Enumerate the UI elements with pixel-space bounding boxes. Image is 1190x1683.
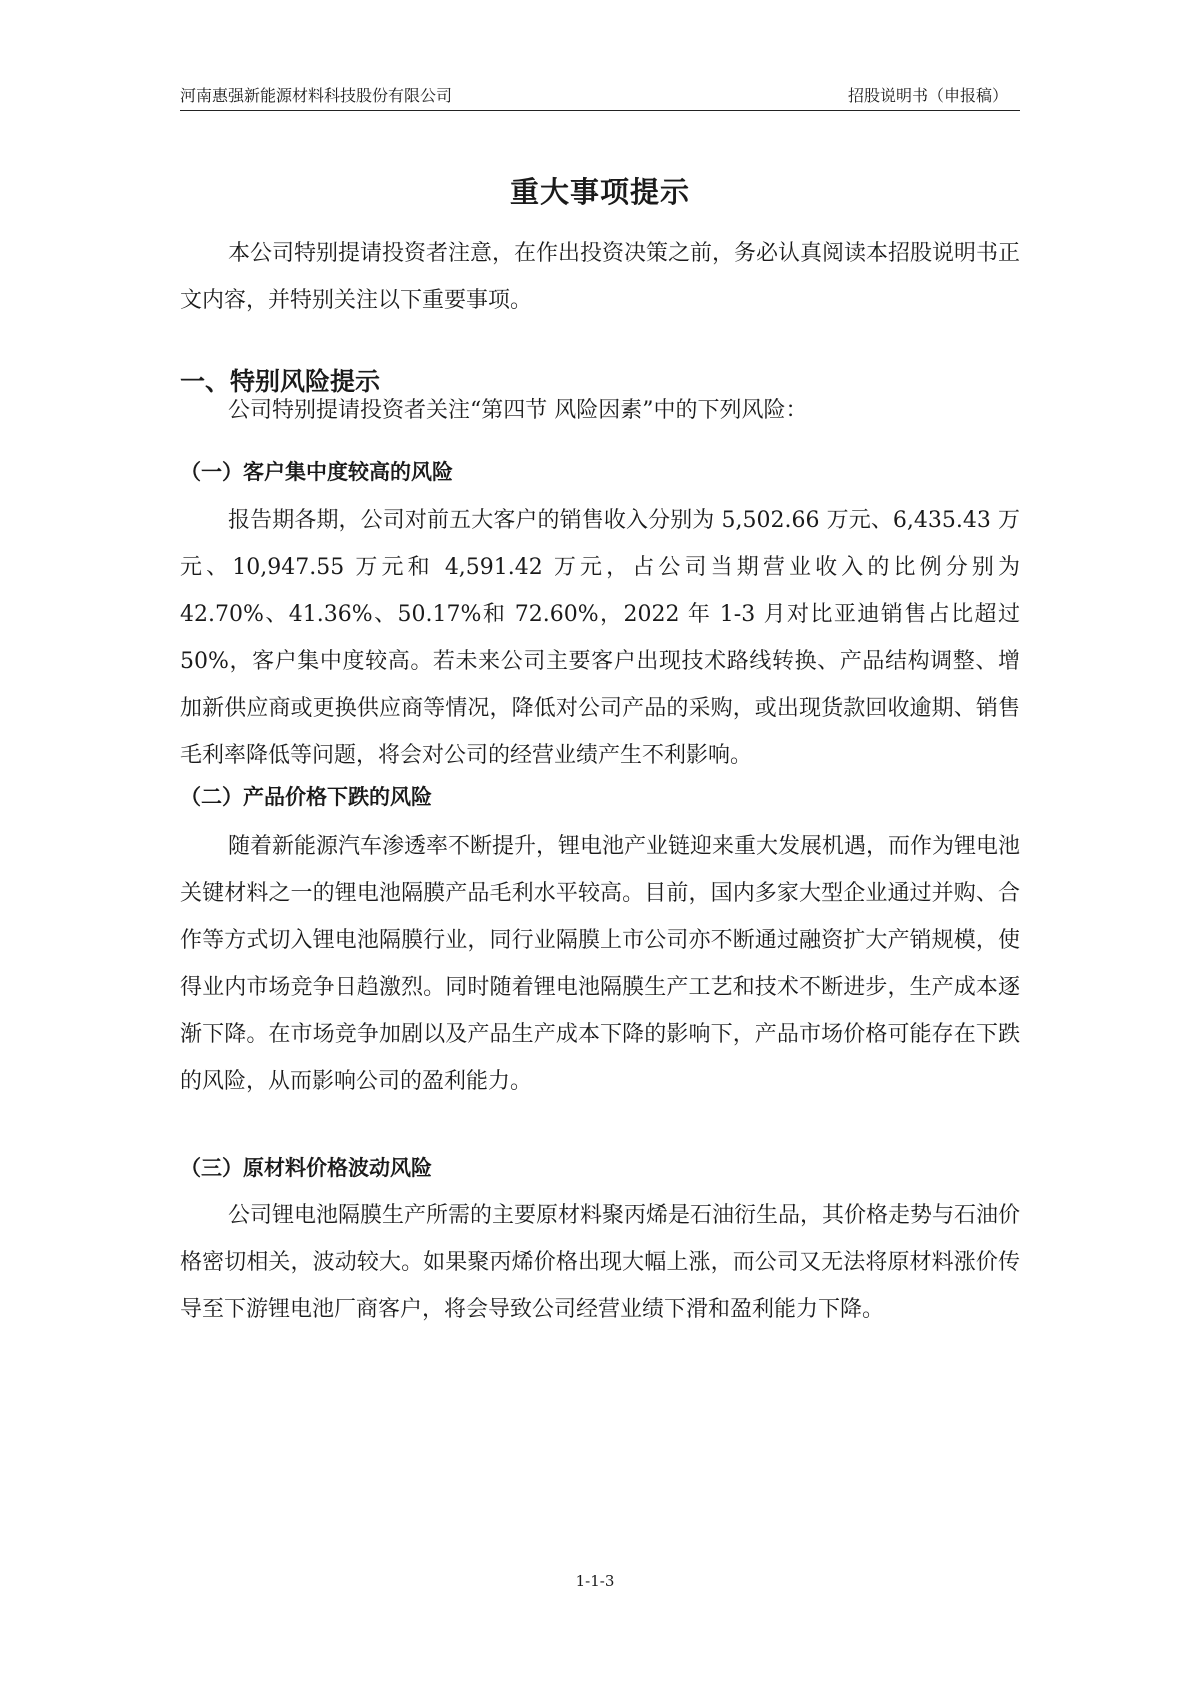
risk-body-price-decline: 随着新能源汽车渗透率不断提升，锂电池产业链迎来重大发展机遇，而作为锂电池关键材料之一的锂电池隔膜产品毛利水平较高。目前，国内多家大型企业通过并购、合作等方式切入锂电池隔膜行业，同行业隔膜上市公司亦不断通过融资扩大产销规模，使得业内市场竞争日趋激烈。同时随着锂电池隔膜生产工艺和技术不断进步，生产成本逐渐下降。在市场竞争加剧以及产品生产成本下降的影响下，产品市场价格可能存在下跌的风险，从而影响公司的盈利能力。 xyxy=(180,834,1021,1094)
header-document-type: 招股说明书（申报稿） xyxy=(847,86,1008,105)
risk-body-customer-concentration: 报告期各期，公司对前五大客户的销售收入分别为 5,502.66 万元、6,435.43 万元、10,947.55 万元和 4,591.42 万元，占公司当期营业收入的比例分别为 42.70%、41.36%、50.17%和 72.60%，2022 年 1-3 月对比亚迪销售占比超过 50%，客户集中度较高。若未来公司主要客户出现技术路线转换、产品结构调整、增加新供应商或更换供应商等情况，降低对公司产品的采购，或出现货款回收逾期、销售毛利率降低等问题，将会对公司的经营业绩产生不利影响。 xyxy=(180,508,1020,768)
risk-heading-customer-concentration: （一）客户集中度较高的风险 xyxy=(180,460,453,484)
section-heading-special-risks: 一、特别风险提示 xyxy=(180,367,381,396)
header-company-name: 河南惠强新能源材料科技股份有限公司 xyxy=(180,86,453,105)
risk-body-raw-material: 公司锂电池隔膜生产所需的主要原材料聚丙烯是石油衍生品，其价格走势与石油价格密切相关，波动较大。如果聚丙烯价格出现大幅上涨，而公司又无法将原材料涨价传导至下游锂电池厂商客户，将会导致公司经营业绩下滑和盈利能力下降。 xyxy=(180,1203,1021,1322)
risk-heading-raw-material: （三）原材料价格波动风险 xyxy=(180,1156,432,1180)
intro-paragraph: 本公司特别提请投资者注意，在作出投资决策之前，务必认真阅读本招股说明书正文内容，并特别关注以下重要事项。 xyxy=(180,241,1021,313)
risk-heading-price-decline: （二）产品价格下跌的风险 xyxy=(180,785,432,809)
page-number: 1-1-3 xyxy=(575,1572,615,1590)
page-header xyxy=(180,84,1020,111)
section-lead-paragraph: 公司特别提请投资者关注“第四节 风险因素”中的下列风险： xyxy=(228,398,808,423)
page-title: 重大事项提示 xyxy=(509,175,690,209)
